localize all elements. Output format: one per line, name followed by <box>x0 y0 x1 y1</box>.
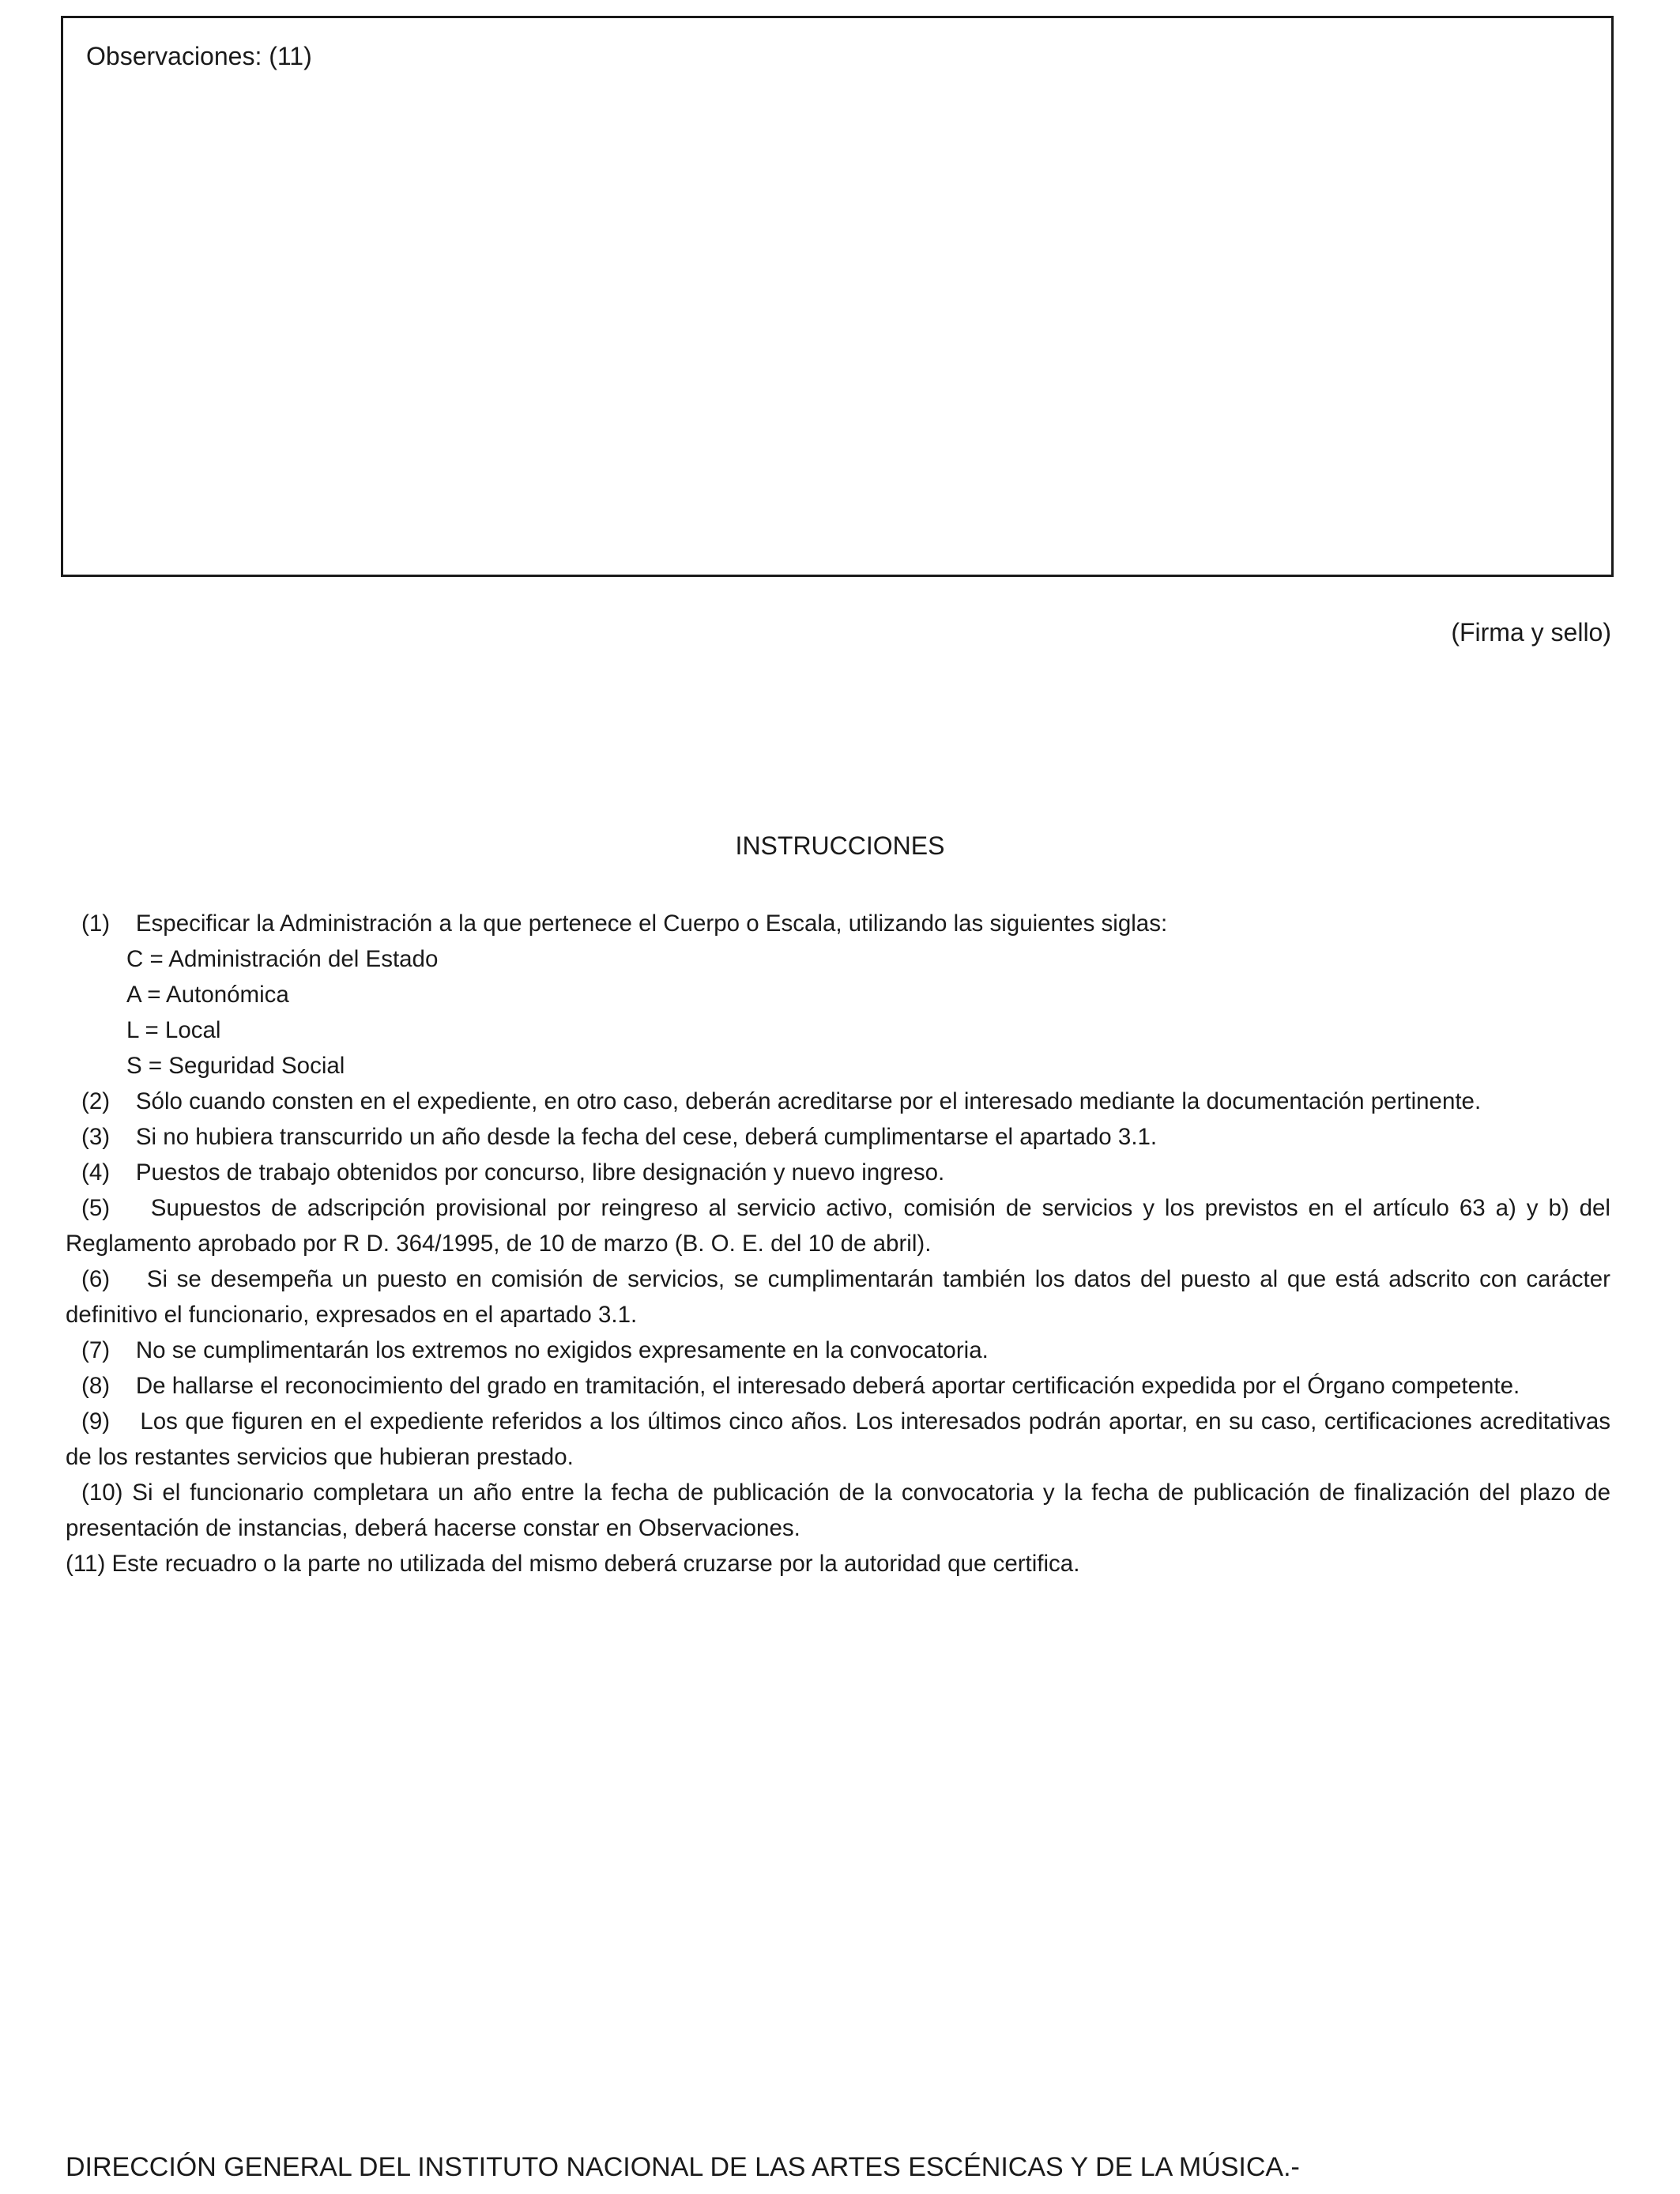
instruction-number: (10) <box>81 1480 123 1506</box>
instruction-item-7 <box>66 1333 1610 1368</box>
instruction-text: Si se desempeña un puesto en comisión de servicios, se cumplimentarán también los datos del puesto al que está adscrito con carácter definitivo el funcionario, expresados en el apartado 3.1. <box>66 1266 1610 1328</box>
instruction-item-5 <box>66 1190 1610 1261</box>
instruction-text: Los que figuren en el expediente referidos a los últimos cinco años. Los interesados podrán aportar, en su caso, certificaciones acreditativas de los restantes servicios que hubieran prestado. <box>66 1408 1610 1470</box>
observations-box <box>61 16 1614 577</box>
instruction-sub-item: A = Autonómica <box>126 982 289 1008</box>
instruction-sub-item: L = Local <box>126 1017 221 1043</box>
observations-label: Observaciones: (11) <box>86 42 312 70</box>
instruction-text: Sólo cuando consten en el expediente, en otro caso, deberán acreditarse por el interesado mediante la documentación pertinente. <box>135 1088 1482 1114</box>
instruction-text: No se cumplimentarán los extremos no exigidos expresamente en la convocatoria. <box>135 1337 989 1363</box>
instruction-item-6 <box>66 1261 1610 1333</box>
footer-heading: DIRECCIÓN GENERAL DEL INSTITUTO NACIONAL DE LAS ARTES ESCÉNICAS Y DE LA MÚSICA.- <box>66 2152 1300 2182</box>
instruction-sub-item: S = Seguridad Social <box>126 1053 345 1079</box>
instruction-number: (2) <box>81 1088 111 1114</box>
instruction-item-9 <box>66 1404 1610 1475</box>
instruction-item-2 <box>66 1084 1610 1119</box>
instruction-text: Si no hubiera transcurrido un año desde la fecha del cese, deberá cumplimentarse el apartado 3.1. <box>135 1124 1158 1150</box>
instructions-list <box>66 906 1610 1581</box>
instruction-text: Especificar la Administración a la que pertenece el Cuerpo o Escala, utilizando las siguientes siglas: <box>135 910 1168 937</box>
instruction-number: (7) <box>81 1337 111 1363</box>
instruction-item-3 <box>66 1119 1610 1155</box>
instruction-number: (1) <box>81 910 111 937</box>
instruction-text: Supuestos de adscripción provisional por reingreso al servicio activo, comisión de servicios y los previstos en el artículo 63 a) y b) del Reglamento aprobado por R D. 364/1995, de 10 de marzo (B. O. E. del 10 de abril). <box>66 1195 1610 1257</box>
instruction-text: Si el funcionario completara un año entre la fecha de publicación de la convocatoria y la fecha de publicación de finalización del plazo de presentación de instancias, deberá hacerse constar en Observaciones. <box>66 1480 1610 1541</box>
signature-label: (Firma y sello) <box>1451 618 1611 647</box>
instruction-item-1 <box>66 906 1610 941</box>
instruction-text: Puestos de trabajo obtenidos por concurso, libre designación y nuevo ingreso. <box>135 1159 945 1186</box>
instruction-text: Este recuadro o la parte no utilizada del mismo deberá cruzarse por la autoridad que certifica. <box>111 1551 1080 1577</box>
instruction-text: De hallarse el reconocimiento del grado en tramitación, el interesado deberá aportar certificación expedida por el Órgano competente. <box>135 1373 1520 1399</box>
instruction-item-8 <box>66 1368 1610 1404</box>
instruction-item-11 <box>66 1546 1610 1581</box>
instruction-number: (3) <box>81 1124 111 1150</box>
instruction-number: (5) <box>81 1195 111 1221</box>
instruction-number: (8) <box>81 1373 111 1399</box>
instruction-item-10 <box>66 1475 1610 1546</box>
instruction-number: (6) <box>81 1266 111 1292</box>
instruction-number: (4) <box>81 1159 111 1186</box>
instruction-number: (9) <box>81 1408 111 1434</box>
instruction-item-4 <box>66 1155 1610 1190</box>
instructions-title: INSTRUCCIONES <box>735 831 945 860</box>
instruction-sub-item: C = Administración del Estado <box>126 946 439 972</box>
instruction-number: (11) <box>66 1551 106 1577</box>
